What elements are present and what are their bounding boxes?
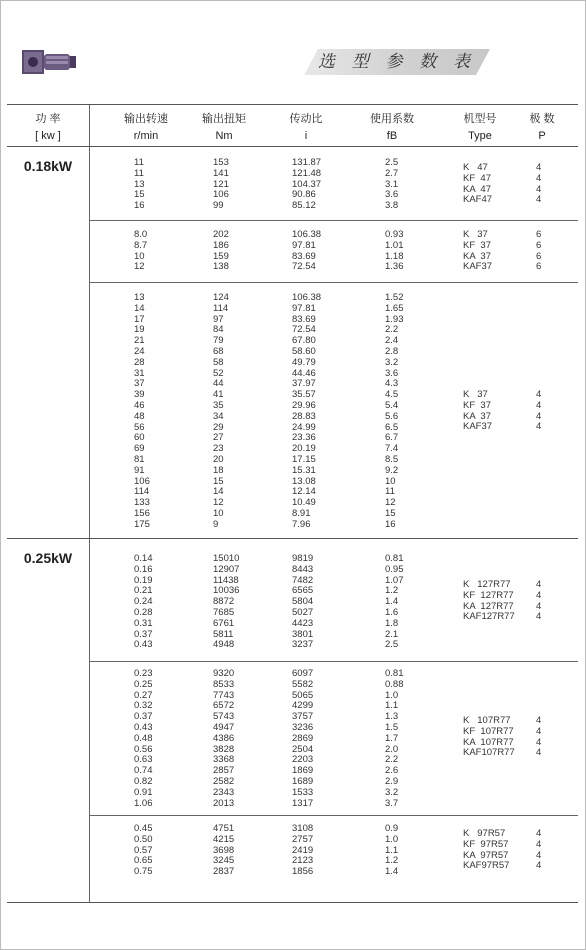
torque-values: 202 186 159 138	[213, 229, 229, 273]
section-divider	[7, 538, 578, 539]
power-column-divider	[89, 147, 90, 902]
speed-values: 0.14 0.16 0.19 0.21 0.24 0.28 0.31 0.37 0.43	[134, 553, 153, 651]
speed-values: 13 14 17 19 21 24 28 31 37 39 46 48 56 60 69 81 91 106 114 133 156 175	[134, 292, 150, 530]
pole-values: 4 4 4 4	[536, 162, 542, 206]
service-factor-values: 0.9 1.0 1.1 1.2 1.4	[385, 823, 399, 878]
header-ratio: 传动比 i	[289, 113, 323, 142]
type-values: K 47 KF 47 KA 47 KAF47	[463, 162, 493, 206]
ratio-values: 106.38 97.81 83.69 72.54	[292, 229, 322, 273]
torque-values: 9320 8533 7743 6572 5743 4947 4386 3828 3368 2857 2582 2343 2013	[213, 668, 235, 809]
torque-values: 153 141 121 106 99	[213, 157, 229, 212]
block-divider	[89, 815, 578, 816]
type-values: K 37 KF 37 KA 37 KAF37	[463, 229, 493, 273]
service-factor-values: 0.81 0.88 1.0 1.1 1.3 1.5 1.7 2.0 2.2 2.6 2.9 3.2 3.7	[385, 668, 404, 809]
speed-values: 11 11 13 15 16	[134, 157, 145, 212]
type-values: K 127R77 KF 127R77 KA 127R77 KAF127R77	[463, 580, 515, 623]
block-divider	[89, 661, 578, 662]
header-type: 机型号 Type	[463, 113, 497, 142]
pole-values: 4 4 4 4	[536, 828, 542, 872]
power-label: 0.18kW	[23, 158, 73, 174]
power-label: 0.25kW	[23, 550, 73, 566]
ratio-values: 9819 8443 7482 6565 5804 5027 4423 3801 3237	[292, 553, 314, 651]
header-poles: 极 数 P	[529, 113, 555, 142]
header-bottom-rule	[7, 146, 578, 147]
speed-values: 0.45 0.50 0.57 0.65 0.75	[134, 823, 153, 878]
header-speed: 输出转速 r/min	[124, 113, 168, 142]
page-title: 选 型 参 数 表	[318, 52, 476, 71]
service-factor-values: 2.5 2.7 3.1 3.6 3.8	[385, 157, 399, 212]
header-power: 功 率 [ kw ]	[35, 113, 61, 142]
block-divider	[89, 282, 578, 283]
block-divider	[89, 220, 578, 221]
torque-values: 4751 4215 3698 3245 2837	[213, 823, 235, 878]
ratio-values: 6097 5582 5065 4299 3757 3236 2869 2504 2203 1869 1689 1533 1317	[292, 668, 314, 809]
speed-values: 0.23 0.25 0.27 0.32 0.37 0.43 0.48 0.56 0.63 0.74 0.82 0.91 1.06	[134, 668, 153, 809]
gear-motor-logo	[20, 44, 78, 78]
header-divider	[89, 105, 90, 146]
header-service-factor: 使用系数 fB	[370, 113, 414, 142]
torque-values: 15010 12907 11438 10036 8872 7685 6761 5811 4948	[213, 553, 240, 651]
pole-values: 4 4 4 4	[536, 715, 542, 759]
table-bottom-rule	[7, 902, 578, 903]
service-factor-values: 0.93 1.01 1.18 1.36	[385, 229, 404, 273]
ratio-values: 3108 2757 2419 2123 1856	[292, 823, 314, 878]
ratio-values: 106.38 97.81 83.69 72.54 67.80 58.60 49.79 44.46 37.97 35.57 29.96 28.83 24.99 23.36 20.19 17.15 15.31 13.08 12.14 10.49 8.91 7.96	[292, 292, 322, 530]
torque-values: 124 114 97 84 79 68 58 52 44 41 35 34 29 27 23 20 18 15 14 12 10 9	[213, 292, 229, 530]
header-top-rule	[7, 104, 578, 105]
service-factor-values: 1.52 1.65 1.93 2.2 2.4 2.8 3.2 3.6 4.3 4.5 5.4 5.6 6.5 6.7 7.4 8.5 9.2 10 11 12 15 16	[385, 292, 404, 530]
service-factor-values: 0.81 0.95 1.07 1.2 1.4 1.6 1.8 2.1 2.5	[385, 553, 404, 651]
pole-values: 6 6 6 6	[536, 229, 542, 273]
speed-values: 8.0 8.7 10 12	[134, 229, 148, 273]
type-values: K 107R77 KF 107R77 KA 107R77 KAF107R77	[463, 716, 515, 759]
ratio-values: 131.87 121.48 104.37 90.86 85.12	[292, 157, 322, 212]
header-torque: 输出扭矩 Nm	[202, 113, 246, 142]
type-values: K 37 KF 37 KA 37 KAF37	[463, 389, 493, 433]
type-values: K 97R57 KF 97R57 KA 97R57 KAF97R57	[463, 828, 510, 872]
pole-values: 4 4 4 4	[536, 579, 542, 623]
pole-values: 4 4 4 4	[536, 389, 542, 433]
